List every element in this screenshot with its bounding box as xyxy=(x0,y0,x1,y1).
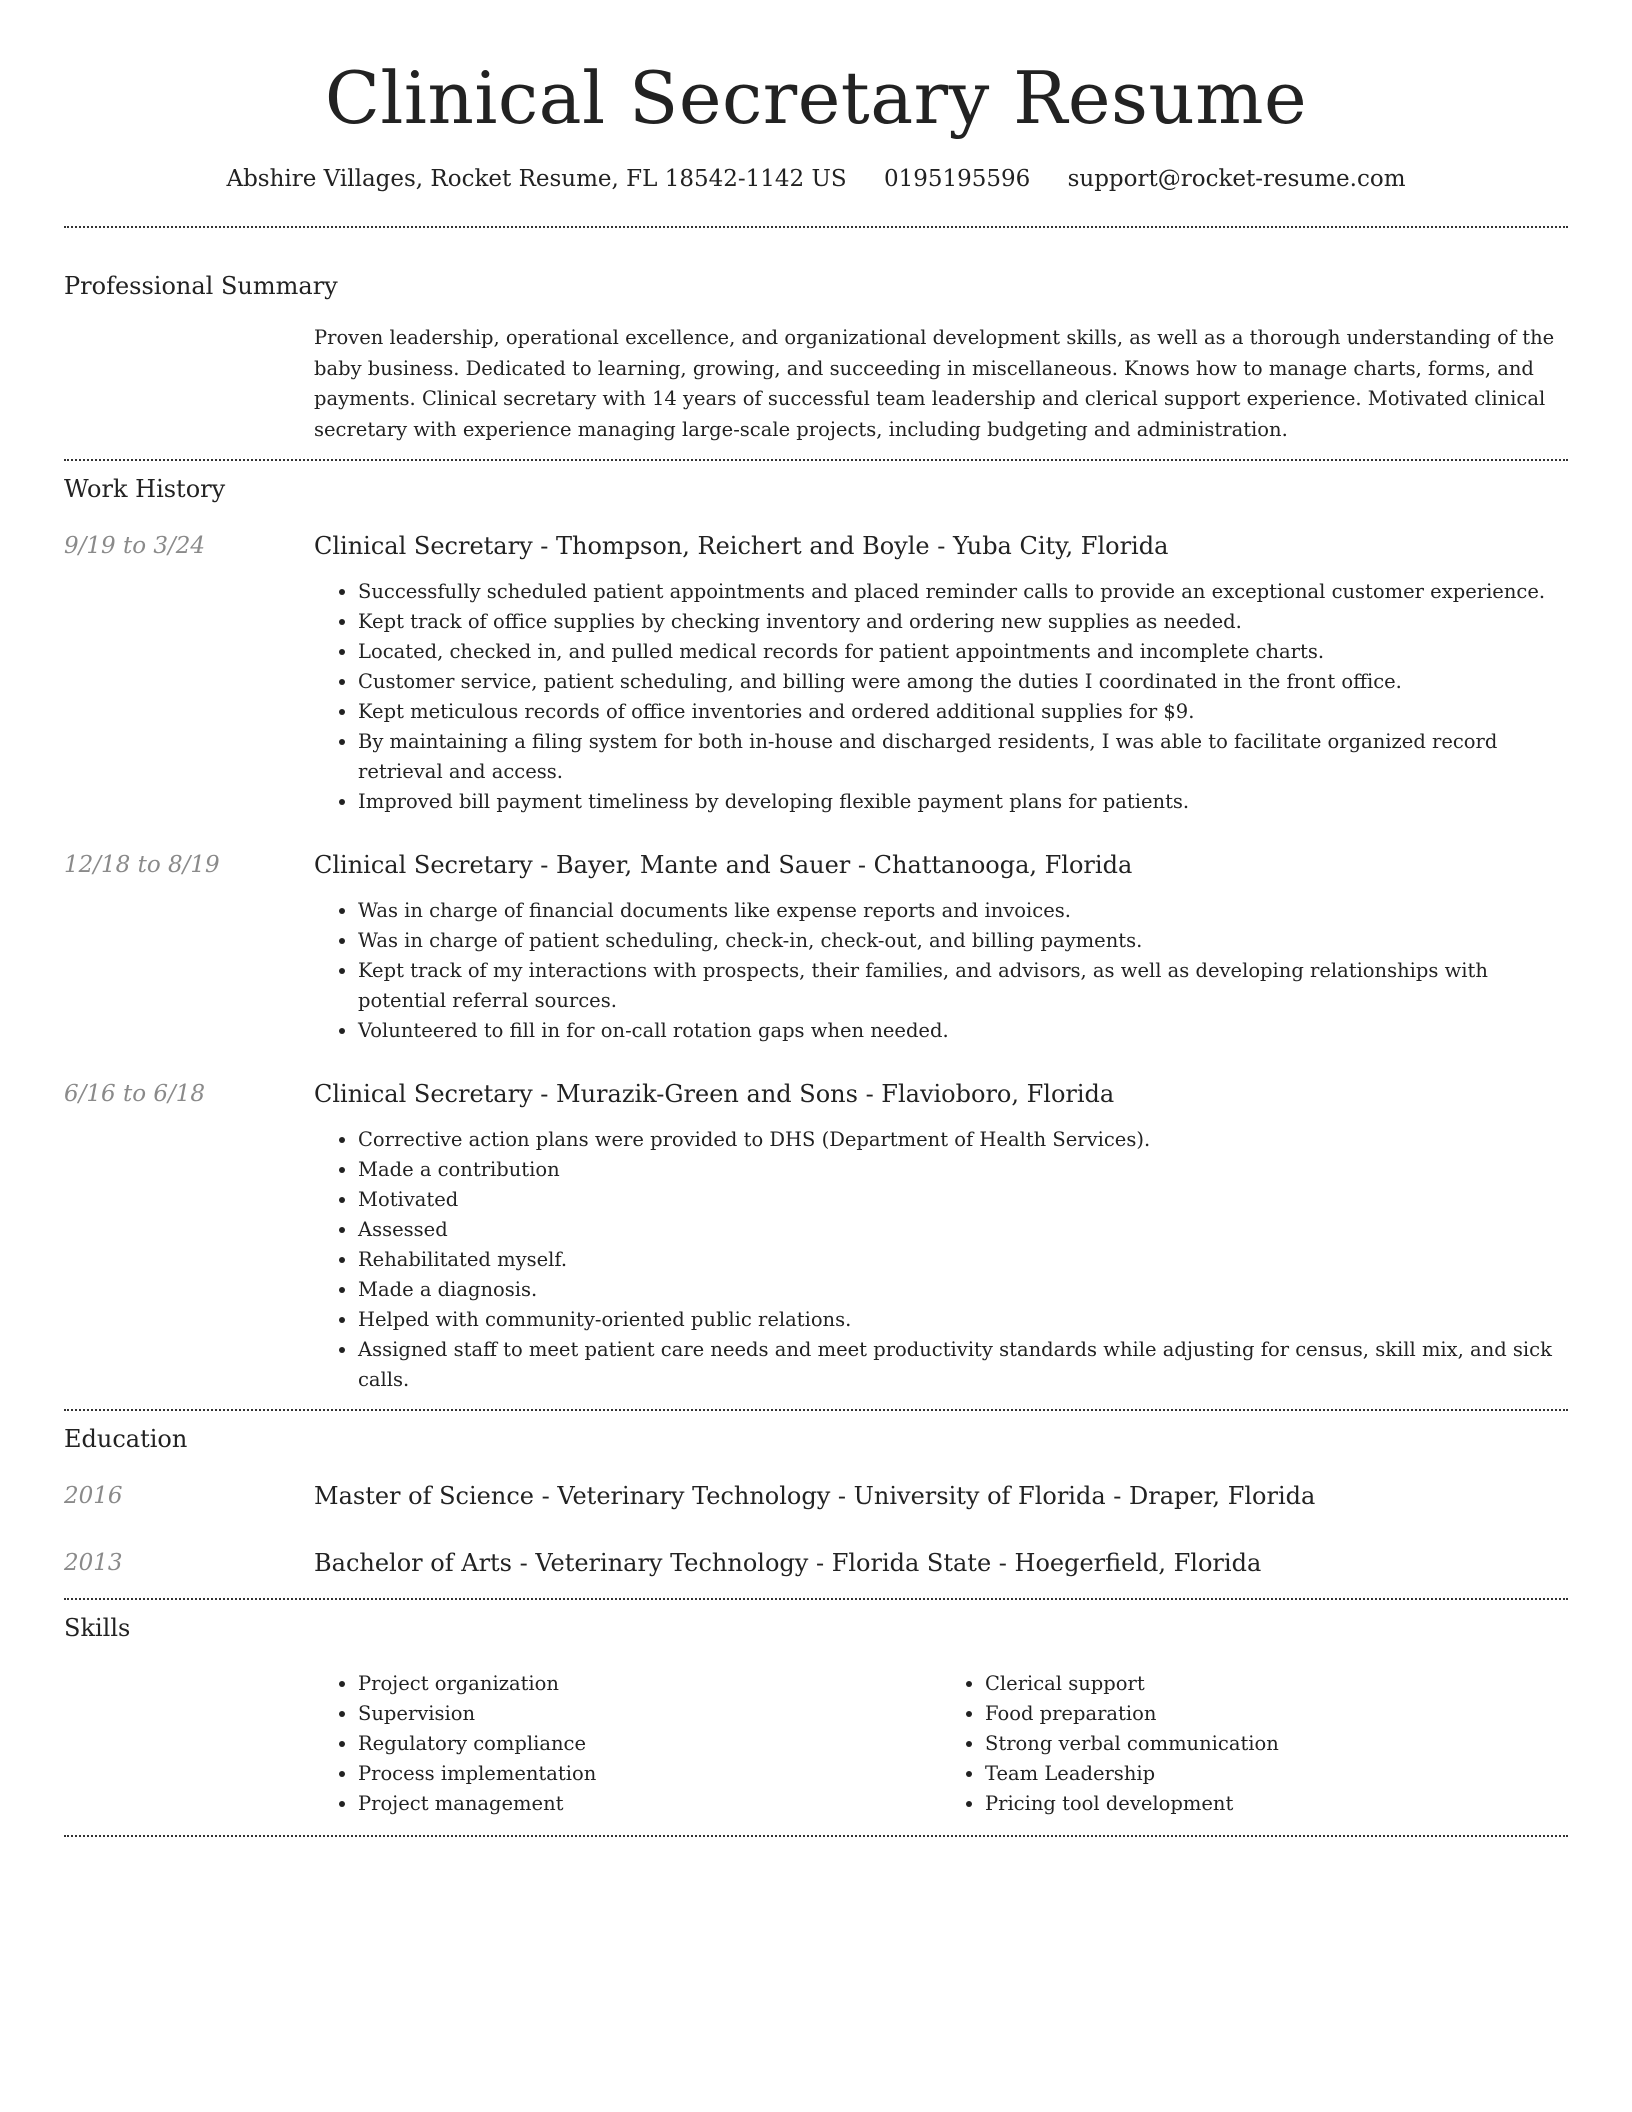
job-bullets xyxy=(314,1125,1568,1395)
list-item: • Supervision xyxy=(358,1699,941,1729)
job-entry xyxy=(64,1079,1568,1395)
summary-row xyxy=(64,323,1568,445)
list-item: • Made a diagnosis. xyxy=(358,1275,1568,1305)
list-item: • Project management xyxy=(358,1789,941,1819)
list-item: • Strong verbal communication xyxy=(985,1729,1568,1759)
list-item: • Assigned staff to meet patient care needs and meet productivity standards while adjusting for census, skill mix, and sick calls. xyxy=(358,1335,1568,1395)
skills-list-left xyxy=(314,1669,941,1819)
phone-text: 0195195596 xyxy=(883,166,1031,192)
list-item: • Kept meticulous records of office inventories and ordered additional supplies for $9. xyxy=(358,697,1568,727)
section-heading-education: Education xyxy=(64,1425,188,1453)
list-item: • Clerical support xyxy=(985,1669,1568,1699)
list-item: • Kept track of my interactions with prospects, their families, and advisors, as well as developing relationships with potential referral sources. xyxy=(358,956,1568,1016)
list-item: • Corrective action plans were provided to DHS (Department of Health Services). xyxy=(358,1125,1568,1155)
list-item: • Was in charge of financial documents like expense reports and invoices. xyxy=(358,896,1568,926)
page-title: Clinical Secretary Resume xyxy=(324,56,1308,140)
list-item: • Food preparation xyxy=(985,1699,1568,1729)
education-text: Master of Science - Veterinary Technology - University of Florida - Draper, Florida xyxy=(314,1482,1316,1510)
divider xyxy=(64,1598,1568,1600)
list-item: • Volunteered to fill in for on-call rotation gaps when needed. xyxy=(358,1016,1568,1046)
list-item: • Regulatory compliance xyxy=(358,1729,941,1759)
list-item: • Located, checked in, and pulled medical records for patient appointments and incomplete charts. xyxy=(358,637,1568,667)
job-bullets xyxy=(314,896,1568,1046)
education-date: 2013 xyxy=(64,1550,123,1576)
job-date: 9/19 to 3/24 xyxy=(64,533,206,559)
list-item: • Pricing tool development xyxy=(985,1789,1568,1819)
list-item: • Customer service, patient scheduling, and billing were among the duties I coordinated in the front office. xyxy=(358,667,1568,697)
list-item: • Made a contribution xyxy=(358,1155,1568,1185)
divider xyxy=(64,1409,1568,1411)
list-item: • Kept track of office supplies by checking inventory and ordering new supplies as needed. xyxy=(358,607,1568,637)
job-title: Clinical Secretary - Bayer, Mante and Sauer - Chattanooga, Florida xyxy=(314,851,1133,879)
address-text: Abshire Villages, Rocket Resume, FL 18542-1142 US xyxy=(226,166,847,192)
section-heading-summary: Professional Summary xyxy=(64,272,338,300)
list-item: • Successfully scheduled patient appointments and placed reminder calls to provide an exceptional customer experience. xyxy=(358,577,1568,607)
list-item: • Assessed xyxy=(358,1215,1568,1245)
education-date: 2016 xyxy=(64,1483,123,1509)
skills-list-right xyxy=(941,1669,1568,1819)
divider xyxy=(64,226,1568,228)
job-bullets xyxy=(314,577,1568,817)
skills-row xyxy=(64,1669,1568,1819)
resume-page xyxy=(64,0,1568,1837)
list-item: • Helped with community-oriented public relations. xyxy=(358,1305,1568,1335)
list-item: • Team Leadership xyxy=(985,1759,1568,1789)
list-item: • Was in charge of patient scheduling, check-in, check-out, and billing payments. xyxy=(358,926,1568,956)
job-title: Clinical Secretary - Thompson, Reichert and Boyle - Yuba City, Florida xyxy=(314,532,1169,560)
job-date: 12/18 to 8/19 xyxy=(64,852,220,878)
job-title: Clinical Secretary - Murazik-Green and Sons - Flavioboro, Florida xyxy=(314,1080,1115,1108)
education-entry xyxy=(64,1481,1568,1511)
job-date: 6/16 to 6/18 xyxy=(64,1081,206,1107)
education-text: Bachelor of Arts - Veterinary Technology - Florida State - Hoegerfield, Florida xyxy=(314,1549,1262,1577)
list-item: • Project organization xyxy=(358,1669,941,1699)
section-heading-work: Work History xyxy=(64,475,226,503)
list-item: • Process implementation xyxy=(358,1759,941,1789)
list-item: • Improved bill payment timeliness by developing flexible payment plans for patients. xyxy=(358,787,1568,817)
job-entry xyxy=(64,531,1568,817)
education-entry xyxy=(64,1548,1568,1578)
job-entry xyxy=(64,850,1568,1046)
divider xyxy=(64,459,1568,461)
list-item: • By maintaining a filing system for both in-house and discharged residents, I was able to facilitate organized record retrieval and access. xyxy=(358,727,1568,787)
section-heading-skills: Skills xyxy=(64,1614,131,1642)
list-item: • Rehabilitated myself. xyxy=(358,1245,1568,1275)
divider xyxy=(64,1835,1568,1837)
contact-line xyxy=(64,164,1568,194)
skills-columns xyxy=(314,1669,1568,1819)
summary-text: Proven leadership, operational excellence, and organizational development skills, as well as a thorough understanding of the baby business. Dedicated to learning, growing, and succeeding in miscellaneous. Knows how to manage charts, forms, and payments. Clinical secretary with 14 years of successful team leadership and clerical support experience. Motivated clinical secretary with experience managing large-scale projects, including budgeting and administration. xyxy=(314,326,1555,441)
email-text: support@rocket-resume.com xyxy=(1067,166,1406,192)
list-item: • Motivated xyxy=(358,1185,1568,1215)
